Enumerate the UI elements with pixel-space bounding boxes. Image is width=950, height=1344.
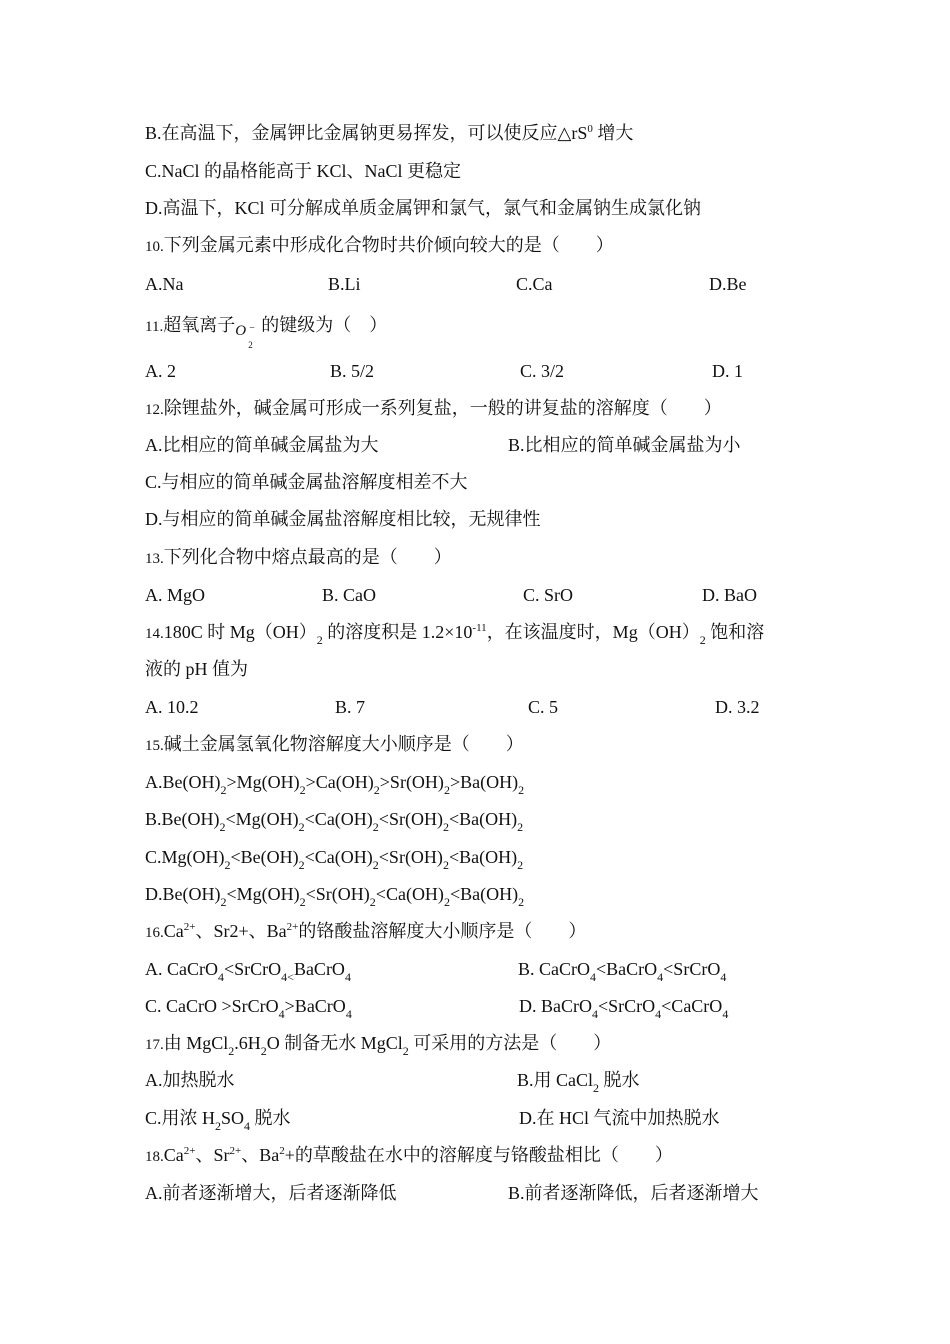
question-11: 11.超氧离子 O − 2 的键级为（ ） <box>145 315 388 350</box>
q12-option-a: A.比相应的简单碱金属盐为大 <box>145 435 379 455</box>
q15-option-a: $A.Be(OH)_2>Mg(OH)_2>Ca(OH)_2>Sr(OH)_2>Ba(OH)_2$ <box>145 772 525 797</box>
q13-option-d: D. BaO <box>702 585 757 605</box>
q17-option-d: D.在 HCl 气流中加热脱水 <box>519 1108 720 1128</box>
question-12: 12.除锂盐外，碱金属可形成一系列复盐，一般的讲复盐的溶解度（ ） <box>145 398 722 418</box>
q13-option-a: A. MgO <box>145 585 206 605</box>
q11-option-a: A. 2 <box>145 361 176 381</box>
q18-option-a: A.前者逐渐增大，后者逐渐降低 <box>145 1183 397 1203</box>
q17-option-a: A.加热脱水 <box>145 1070 235 1090</box>
q15-option-d: $D.Be(OH)_2<Mg(OH)_2<Sr(OH)_2<Ca(OH)_2<Ba(OH)_2$ <box>145 884 525 909</box>
q13-option-c: C. SrO <box>523 585 574 605</box>
question-17: 17.由 $MgCl_2.6H_2O$ 制备无水 MgCl$_2$ 可采用的方法是（ ） <box>145 1033 612 1058</box>
q15-option-b: $B.Be(OH)_2<Mg(OH)_2<Ca(OH)_2<Sr(OH)_2<Ba(OH)_2$ <box>145 809 524 834</box>
q14-option-a: A. 10.2 <box>145 697 199 717</box>
question-15: 15.碱土金属氢氧化物溶解度大小顺序是（ ） <box>145 734 524 754</box>
q12-option-d: D.与相应的简单碱金属盐溶解度相比较，无规律性 <box>145 509 541 529</box>
q10-option-a: A.Na <box>145 274 184 294</box>
q11-option-b: B. 5/2 <box>330 361 375 381</box>
q16-option-b: B. CaCrO$_4$<BaCrO$_4$<SrCrO$_4$ <box>518 959 727 984</box>
q11-option-d: D. 1 <box>712 361 743 381</box>
superoxide-formula: O − 2 <box>235 323 255 350</box>
q15-option-c: $C.Mg(OH)_2<Be(OH)_2<Ca(OH)_2<Sr(OH)_2<Ba(OH)_2$ <box>145 847 524 872</box>
q16-option-a: A. CaCrO$_4$<SrCrO$_{4<}$BaCrO$_4$ <box>145 959 351 984</box>
q11-option-c: C. 3/2 <box>520 361 565 381</box>
question-13: 13.下列化合物中熔点最高的是（ ） <box>145 547 452 567</box>
question-14: 14.180C 时 $Mg(OH)_2$ 的溶度积是 $1.2\times 10^{-11}$，在该温度时，$Mg(OH)_2$ 饱和溶 <box>145 622 765 647</box>
q10-option-d: D.Be <box>709 274 747 294</box>
question-10: 10.下列金属元素中形成化合物时共价倾向较大的是（ ） <box>145 235 614 255</box>
q9-option-d: D.高温下，KCl 可分解成单质金属钾和氯气，氯气和金属钠生成氯化钠 <box>145 198 702 218</box>
q9-option-c: C.NaCl 的晶格能高于 KCl、NaCl 更稳定 <box>145 161 462 181</box>
question-16: $16.Ca^{2+}$、Sr2+、$Ba^{2+}$的铬酸盐溶解度大小顺序是（ ） <box>145 921 587 941</box>
q14-option-c: C. 5 <box>528 697 559 717</box>
q17-option-b: B.用 CaCl$_2$ 脱水 <box>517 1070 640 1095</box>
q16-option-c: C. CaCrO >SrCrO$_4$>BaCrO$_4$ <box>145 996 352 1021</box>
q10-option-c: C.Ca <box>516 274 553 294</box>
q17-option-c: C.用浓 $H_2SO_4$ 脱水 <box>145 1108 291 1133</box>
q9-option-b: B.在高温下，金属钾比金属钠更易挥发，可以使反应$\triangle rS^0$ 增大 <box>145 123 634 143</box>
question-14-cont: 液的 pH 值为 <box>145 659 248 679</box>
q12-option-c: C.与相应的简单碱金属盐溶解度相差不大 <box>145 472 468 492</box>
q16-option-d: D. BaCrO$_4$<SrCrO$_4$<CaCrO$_4$ <box>519 996 729 1021</box>
question-18: $18.Ca^{2+}$、$Sr^{2+}$、$Ba^2+$的草酸盐在水中的溶解度与铬酸盐相比（ ） <box>145 1145 673 1165</box>
q14-option-b: B. 7 <box>335 697 366 717</box>
q12-option-b: B.比相应的简单碱金属盐为小 <box>508 435 741 455</box>
q13-option-b: B. CaO <box>322 585 376 605</box>
q10-option-b: B.Li <box>328 274 361 294</box>
q14-option-d: D. 3.2 <box>715 697 760 717</box>
q18-option-b: B.前者逐渐降低，后者逐渐增大 <box>508 1183 759 1203</box>
